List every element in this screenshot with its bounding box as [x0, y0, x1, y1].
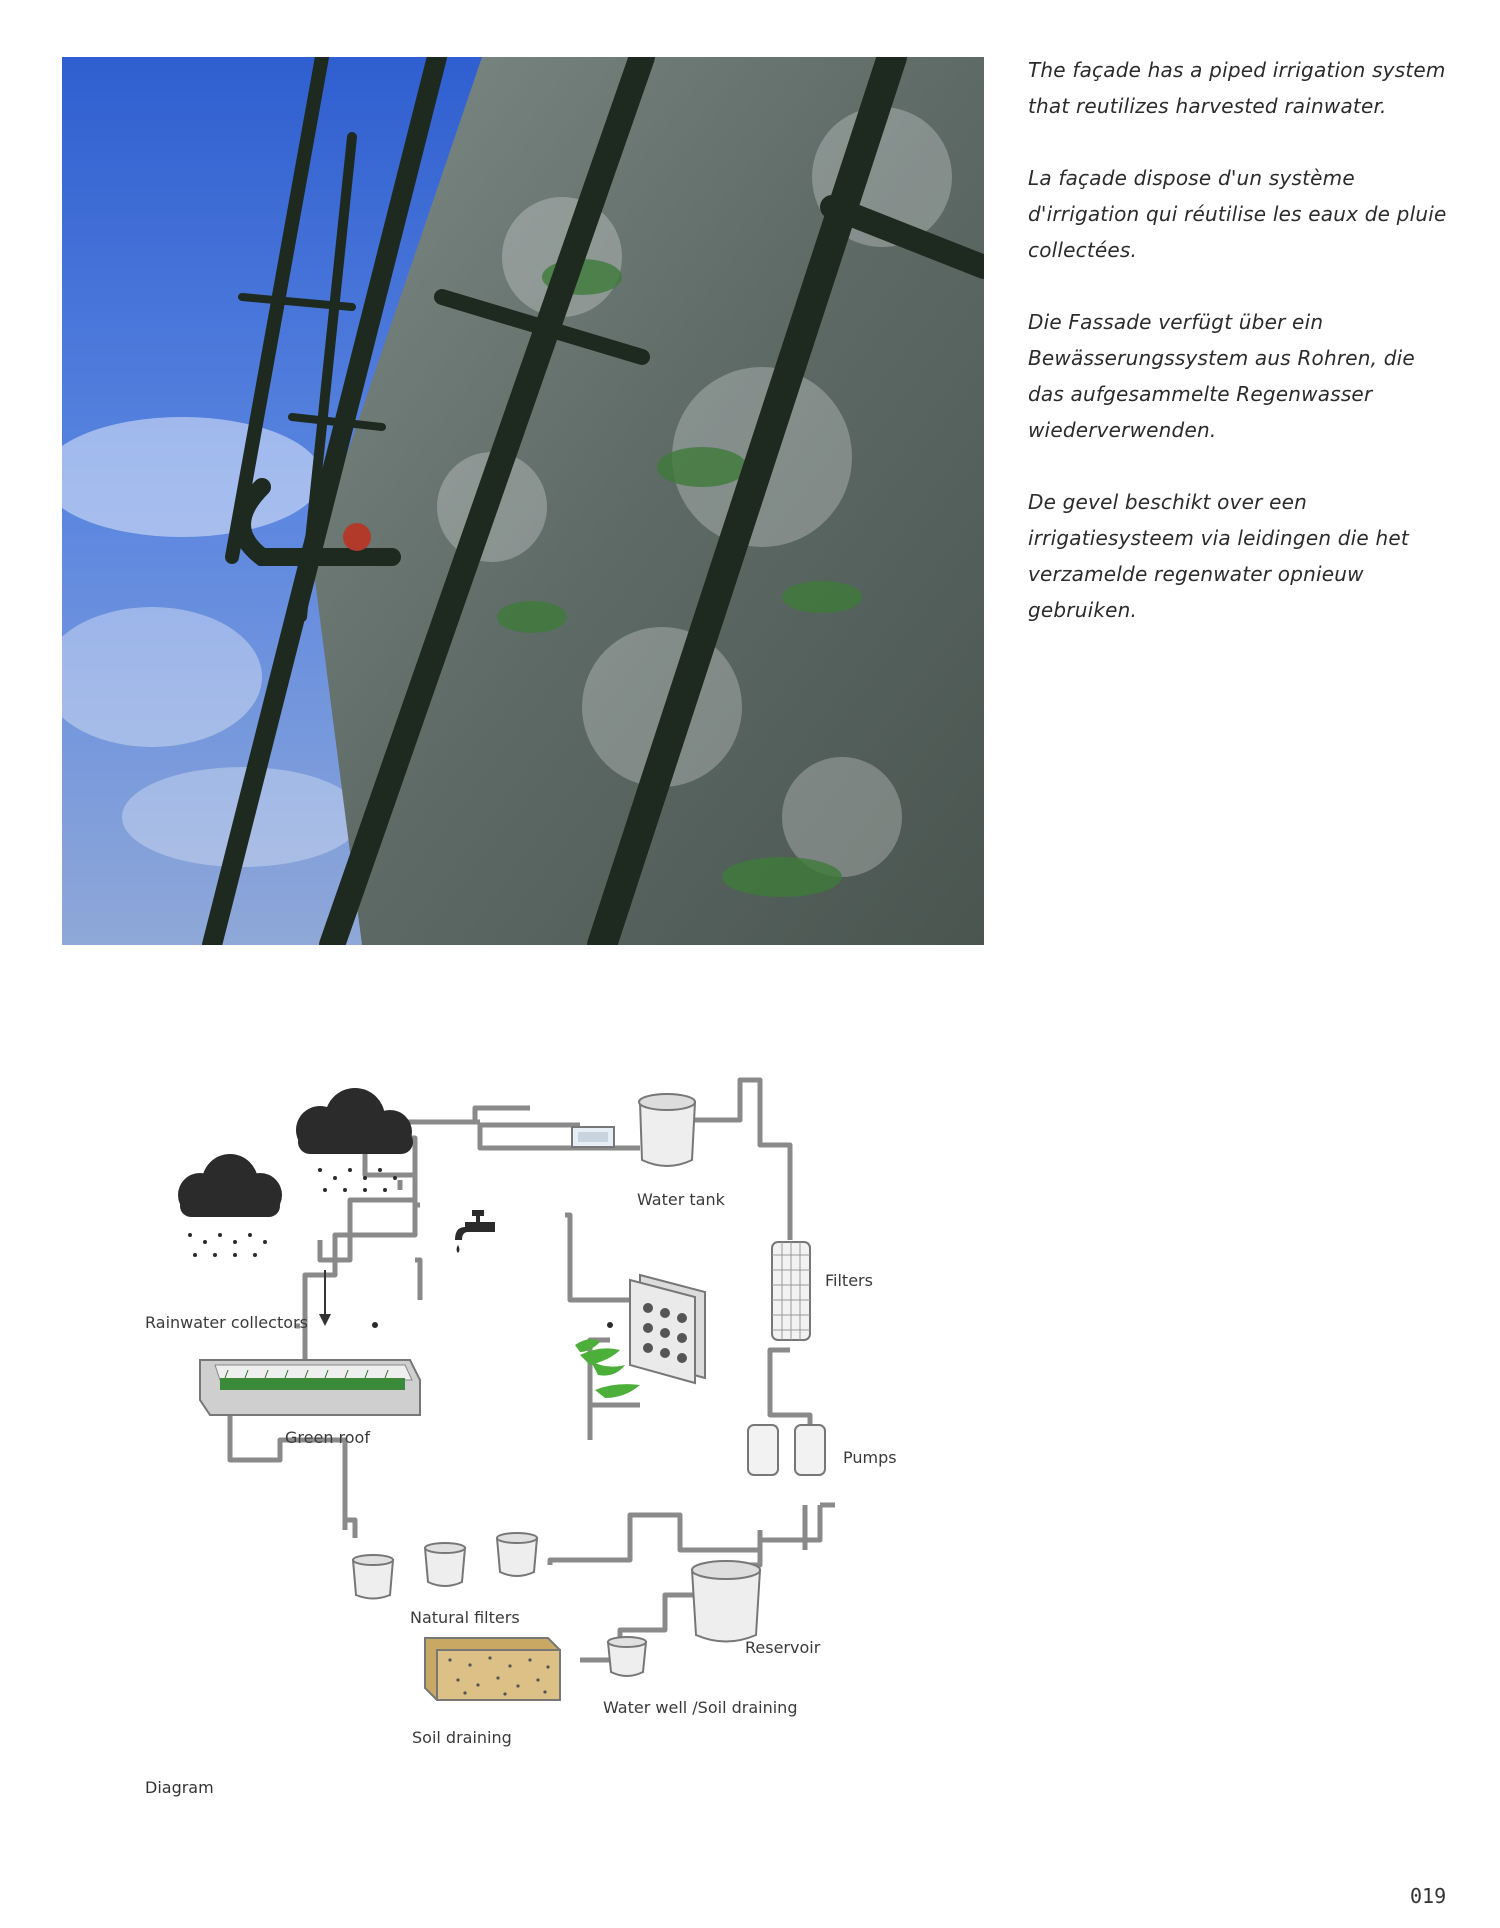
irrigation-diagram	[120, 1060, 920, 1780]
faucet-icon	[455, 1210, 495, 1253]
page-number: 019	[1410, 1884, 1447, 1908]
reservoir-icon	[692, 1561, 760, 1642]
natural-filter-icon	[353, 1533, 537, 1599]
water-well-label: Water well /Soil draining	[603, 1698, 798, 1717]
meter-icon	[572, 1127, 614, 1147]
water-well-icon	[608, 1637, 646, 1676]
water-drop-icon	[607, 1322, 613, 1328]
caption-dutch: De gevel beschikt over een irrigatiesysteem via leidingen die het verzamelde regenwater opnieuw gebruiken.	[1028, 490, 1409, 622]
caption-french: La façade dispose d'un système d'irrigation qui réutilise les eaux de pluie collectées.	[1028, 166, 1447, 262]
down-arrow-icon	[319, 1270, 331, 1326]
water-drop-icon	[372, 1322, 378, 1328]
soil-block-icon	[425, 1638, 560, 1700]
green-roof-icon	[200, 1360, 420, 1415]
filters-label: Filters	[825, 1271, 873, 1290]
caption-english: The façade has a piped irrigation system that reutilizes harvested rainwater.	[1028, 58, 1446, 118]
pump-icon	[748, 1425, 825, 1475]
facade-photo	[62, 57, 984, 945]
pumps-label: Pumps	[843, 1448, 897, 1467]
soil-draining-label: Soil draining	[412, 1728, 512, 1747]
water-tank-label: Water tank	[637, 1190, 725, 1209]
caption-german: Die Fassade verfügt über ein Bewässerungssystem aus Rohren, die das aufgesammelte Regenwasser wiederverwenden.	[1028, 310, 1415, 442]
caption-block	[1028, 52, 1448, 664]
filter-column-icon	[772, 1242, 810, 1340]
green-wall-panel-icon	[630, 1275, 705, 1383]
irrigation-diagram-svg	[120, 1060, 920, 1780]
water-tank-icon	[639, 1094, 695, 1166]
natural-filters-label: Natural filters	[410, 1608, 520, 1627]
rainwater-collectors-label: Rainwater collectors	[145, 1313, 308, 1332]
diagram-caption: Diagram	[145, 1778, 214, 1797]
green-roof-label: Green roof	[285, 1428, 370, 1447]
facade-photo-image	[62, 57, 984, 945]
reservoir-label: Reservoir	[745, 1638, 821, 1657]
